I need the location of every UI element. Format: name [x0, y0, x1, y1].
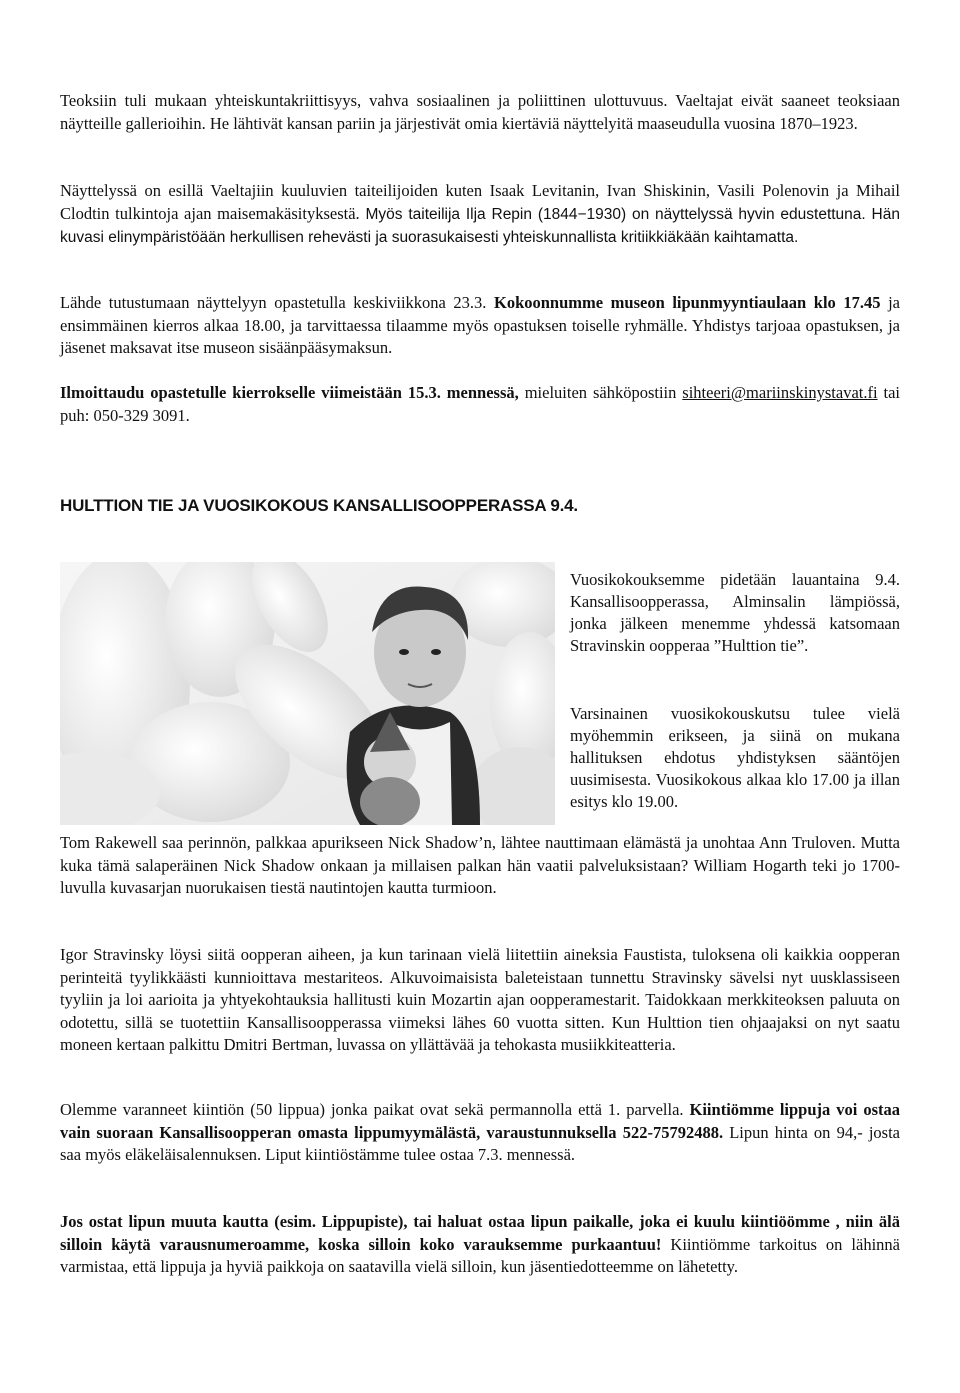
ticket-quota-text: Olemme varanneet kiintiön (50 lippua) jonka paikat ovat sekä permannolla että 1. parvella. — [60, 1100, 690, 1119]
registration-deadline: Ilmoittaudu opastetulle kierrokselle viimeistään 15.3. mennessä, — [60, 383, 519, 402]
intro-text: Teoksiin tuli mukaan yhteiskuntakriittisyys, vahva sosiaalinen ja poliittinen ulottuvuus. Vaeltajat eivät saaneet teoksiaan näytteille gallerioihin. He lähtivät kansan pariin ja järjestivät omia kiertäviä näyttelyitä maaseudulla vuosina 1870–1923. — [60, 91, 900, 133]
paragraph-intro — [60, 90, 900, 135]
annual-meeting-text: Vuosikokouksemme pidetään lauantaina 9.4. Kansallisoopperassa, Alminsalin lämpiössä, jonka jälkeen menemme yhdessä katsomaan Stravinskin oopperaa ”Hulttion tie”. — [570, 570, 900, 655]
quota-purpose-text: Kiintiömme tarkoitus on lähinnä varmistaa, että lippuja ja hyviä paikkoja on saatavilla vielä silloin, kun jäsentiedotteemme on lähetetty. — [60, 1234, 900, 1276]
ticket-purchase-info: Kiintiömme lippuja voi ostaa vain suoraan Kansallisoopperan omasta lippumyymälästä, varaustunnuksella 522-75792488. — [60, 1100, 901, 1142]
repin-text: Myös taiteilija Ilja Repin (1844−1930) on näyttelyssä hyvin edustettuna. — [359, 205, 866, 223]
exhibition-text: Näyttelyssä on esillä Vaeltajiin kuuluvien taiteilijoiden kuten Isaak Levitanin, Ivan Shiskinin, Vasili Polenovin ja Mihail Clodtin tulkintoja ajan maisemakäsityksestä. — [60, 181, 900, 223]
meeting-place: Kokoonnumme museon lipunmyyntiaulaan klo 17.45 — [494, 293, 881, 312]
paragraph-registration — [60, 382, 900, 427]
meeting-details: ja ensimmäinen kierros alkaa 18.00, ja tarvittaessa tilaamme myös opastuksen toiselle ryhmälle. Yhdistys tarjoaa opastuksen, ja jäsenet maksavat itse museon sisäänpääsymaksun. — [60, 293, 900, 357]
paragraph-meeting — [60, 292, 900, 360]
ticket-price-text: Lipun hinta on 94,- josta saa myös eläkeläisalennuksen. Liput kiintiöstämme tulee ostaa 7.3. mennessä. — [60, 1122, 900, 1164]
phone-text: tai puh: 050-329 3091. — [60, 383, 900, 425]
opera-photo-image — [60, 562, 555, 825]
registration-text: mieluiten sähköpostiin — [518, 383, 683, 402]
paragraph-exhibition — [60, 180, 900, 250]
section-heading: HULTTION TIE JA VUOSIKOKOUS KANSALLISOOPPERASSA 9.4. — [60, 496, 578, 515]
email-link[interactable]: sihteeri@mariinskinystavat.fi — [682, 383, 878, 402]
paragraph-tickets — [60, 1099, 900, 1167]
meeting-text: Lähde tutustumaan näyttelyyn opastetulla keskiviikkona 23.3. — [60, 293, 494, 312]
paragraph-warning — [60, 1211, 900, 1279]
opera-photo — [60, 562, 555, 825]
meeting-invitation-text: Varsinainen vuosikokouskutsu tulee vielä myöhemmin erikseen, ja siinä on mukana hallituksen ehdotus yhdistyksen sääntöjen uusimisesta. Vuosikokous alkaa klo 17.00 ja illan esitys klo 19.00. — [570, 704, 900, 811]
paragraph-stravinsky: Igor Stravinsky löysi siitä oopperan aiheen, ja kun tarinaan vielä liitettiin aineksia Faustista, tuloksena oli kaikkia oopperan perinteitä tyylikkäästi kunnioittava mestariteos. Alkuvoimaisista baleteistaan tunnettu Stravinsky sävelsi nyt uusklassiseen tyyliin ja loi aarioita ja yhtyekohtauksia hallitusti kuin Mozartin ajan oopperamestarit. Taidokkaan merkkiteoksen paluuta on odotettu, sillä se tuotettiin Kansallisoopperassa viimeksi lähes 60 vuotta sitten. Kun Hulttion tien ohjaajaksi on nyt saatu moneen kertaan palkittu Dmitri Bertman, luvassa on yllättävää ja tehokasta musiikkiteatteria. — [60, 945, 900, 1054]
repin-description: Hän kuvasi elinympäristöään herkullisen rehevästi ja suorasukaisesti yhteiskunnallista kritiikkiäkään kaihtamatta. — [60, 205, 900, 246]
reservation-warning: Jos ostat lipun muuta kautta (esim. Lippupiste), tai haluat ostaa lipun paikalle, joka ei kuulu kiintiöömme , niin älä silloin käytä varausnumeroamme, koska silloin koko varauksemme purkaantuu! — [60, 1212, 900, 1254]
paragraph-plot: Tom Rakewell saa perinnön, palkkaa apurikseen Nick Shadow’n, lähtee nauttimaan elämästä ja unohtaa Ann Truloven. Mutta kuka tämä salaperäinen Nick Shadow onkaan ja millaisen palkan hän vaatii palveluksistaan? William Hogarth teki jo 1700-luvulla kuvasarjan nuorukaisen tiestä nautintojen kautta turmioon. — [60, 833, 900, 897]
